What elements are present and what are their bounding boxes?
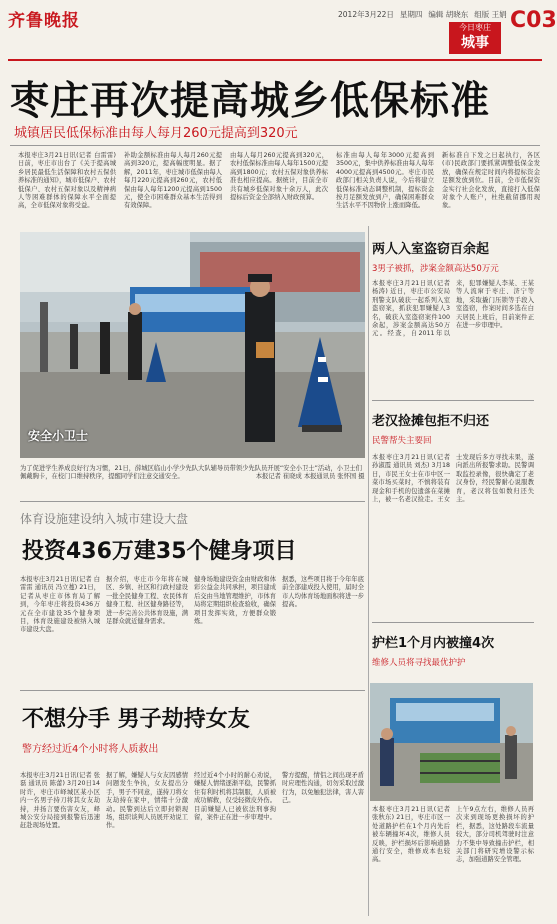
lead-column-5: 新标准自下发之日起执行，各区(市)民政部门要抓紧调整低保金发放，确保在规定时间内将提标资金足额发放到位。目前，全市低保资金实行社会化发放，直接打入低保对象个人账户，杜绝截留挪用现象。	[442, 152, 540, 210]
uncle-rule	[372, 400, 534, 401]
editor-credit: 编辑 胡晓东	[428, 10, 469, 19]
fitness-headline: 投资436万建35个健身项目	[22, 539, 297, 564]
uncle-text: 本报枣庄3月21日讯(记者 孙淑霞 通讯员 刘杰) 3月18日，市民王女士在市中区一菜市场买菜时，不慎将装有现金和手机的包遗落在菜摊上，被一名老汉捡走。王女士发现后多方寻找未果，遂向派出所报警求助。民警调取监控录像，很快确定了老汉身份，经民警耐心说服教育，老汉将包如数归还失主。	[372, 454, 534, 504]
robbery-column-4: 警方提醒，情侣之间出现矛盾时应理性沟通，切勿采取过激行为，以免触犯法律，害人害己。	[282, 772, 364, 805]
robbery-subhead: 警方经过近4个小时将人质救出	[22, 744, 159, 755]
lead-column-1: 本报枣庄3月21日讯(记者 白雷雷) 日前，枣庄市出台了《关于提高城乡居民最低生活保障和农村五保供养标准的通知》，城市低保户、农村低保户、农村五保对象以及精神病人等困难群体的保障水平全面提高，全市低保对象将受益。	[18, 152, 116, 210]
robbery-column-3: 经过近4个小时的耐心劝说，嫌疑人情绪逐渐平稳，民警抓住有利时机将其制服，人质被成功解救，仅受轻微皮外伤。目前嫌疑人已被依法刑事拘留，案件正在进一步审理中。	[194, 772, 276, 822]
lead-subhead: 城镇居民低保标准由每人每月260元提高到320元	[14, 126, 298, 141]
fitness-rule	[20, 501, 365, 502]
section-label: 城事	[461, 35, 489, 51]
lead-column-2: 补助金额标准由每人每月260元提高到320元，提高幅度明显。据了解，2011年，枣庄城市低保由每人每月220元提高到260元，农村低保由每人每年1200元提高到1500元，使全市困难群众基本生活得到有效保障。	[124, 152, 222, 210]
rail-photo	[370, 683, 533, 801]
robbery-column-1: 本报枣庄3月21日讯(记者 张磊 通讯员 陈蕾) 3月20日14时许，枣庄市峄城区某小区内一名男子持刀将其女友劫持，并扬言要伤害女友，峄城公安分局接到报警后迅速赶赴现场处置。	[20, 772, 100, 830]
issue-date: 2012年3月22日	[338, 10, 394, 19]
news-photo	[20, 232, 365, 458]
rail-text-left: 本报枣庄3月21日讯(记者 张秋东) 21日，枣庄市区一处道路护栏在1个月内先后被车辆撞坏4次，维修人员反映，护栏损坏后影响道路通行安全，维修成本也较高。	[372, 806, 450, 864]
masthead: 齐鲁晚报	[8, 11, 80, 31]
header-rule	[8, 59, 542, 61]
photo-label: 安全小卫士	[28, 429, 89, 443]
issue-weekday: 星期四	[399, 10, 423, 19]
robbery-headline: 不想分手 男子劫持女友	[22, 707, 250, 732]
section-top-label: 今日枣庄	[459, 23, 491, 32]
caption-text: 为了促进学生养成良好行为习惯，21日，薛城区临山小学少先队大队辅导员带领少先队员开展“安全小卫士”活动，小卫士们佩戴胸卡，在校门口维持秩序，提醒同学们注意交通安全。	[20, 465, 362, 481]
rail-photo-illustration	[370, 683, 533, 801]
theft-subhead: 3男子被抓，涉案金额高达50万元	[372, 264, 499, 274]
photo-caption	[20, 465, 365, 482]
fitness-column-2: 据介绍，枣庄市今年将在城区、乡镇、社区和行政村建设一批全民健身工程、农民体育健身工程、社区健身路径等，进一步完善公共体育设施，满足群众就近健身需求。	[106, 576, 188, 626]
rail-text-right: 上午9点左右，维修人员再次来到现场更换损坏的护栏，据悉，这处路段车流量较大，部分司机驾驶时注意力不集中导致撞击护栏，相关部门将研究增设警示标志，加强道路安全管理。	[456, 806, 534, 864]
lead-rule	[10, 145, 540, 146]
column-divider	[368, 226, 369, 916]
robbery-column-2: 据了解，嫌疑人与女友因感情问题发生争执，女友提出分手，男子不同意，遂持刀将女友劫持在家中，情绪十分激动。民警到达后立即封锁现场，组织谈判人员展开劝说工作。	[106, 772, 188, 830]
rail-headline: 护栏1个月内被撞4次	[372, 636, 495, 651]
designer-credit: 组版 王娟	[474, 10, 507, 19]
fitness-column-4: 据悉，这些项目将于今年年底前全部建成投入使用，届时全市人均体育场地面积将进一步提高。	[282, 576, 364, 609]
section-tag	[449, 22, 501, 54]
rail-rule	[372, 622, 534, 623]
photo-credit: 本报记者 崔晓成 本报通讯员 张怀国 摄	[255, 473, 365, 481]
uncle-subhead: 民警帮失主要回	[372, 436, 432, 446]
theft-text: 本报枣庄3月21日讯(记者 杨涛) 近日，枣庄市公安局刑警支队破获一起系列入室盗窃案，抓获犯罪嫌疑人3名，破获入室盗窃案件100余起，涉案金额高达50万元。经查，自2011年以来，犯罪嫌疑人李某、王某等人流窜于枣庄、济宁等地，采取撬门压锁等手段入室盗窃，作案时间多选在白天居民上班后，目前案件正在进一步审理中。	[372, 280, 534, 338]
theft-headline: 两人入室盗窃百余起	[372, 242, 490, 257]
robbery-rule	[20, 690, 365, 691]
photo-illustration	[20, 232, 365, 458]
fitness-column-1: 本报枣庄3月21日讯(记者 白雷雷 通讯员 冯立蔓) 21日，记者从枣庄市体育局了解到，今年枣庄将投资436万元在全市建设35个健身项目，体育设施建设被纳入城市建设大盘。	[20, 576, 100, 634]
rail-subhead: 维修人员将寻找最优护护	[372, 658, 466, 668]
fitness-kicker: 体育设施建设纳入城市建设大盘	[20, 512, 189, 526]
lead-column-4: 标准由每人每年3000元提高到3500元，集中供养标准由每人每年4000元提高到4500元。枣庄市民政部门相关负责人说，今后将建立低保标准动态调整机制，提标资金按月足额发放到户，确保困难群众生活水平不因物价上涨而降低。	[336, 152, 434, 210]
uncle-headline: 老汉捡摊包拒不归还	[372, 414, 490, 429]
lead-column-3: 由每人每月260元提高到320元，农村低保标准由每人每年1500元提高到1800元；农村五保对象供养标准也相应提高。据统计，目前全市共有城乡低保对象十余万人，此次提标后资金全部纳入财政预算。	[230, 152, 328, 202]
page-number: C03	[510, 8, 557, 33]
fitness-column-3: 健身场地建设资金由财政和体彩公益金共同承担，项目建成后交由当地管理维护，市体育局将定期组织检查验收，确保项目发挥实效，方便群众锻炼。	[194, 576, 276, 626]
lead-headline: 枣庄再次提高城乡低保标准	[10, 79, 491, 124]
header-meta	[338, 9, 513, 20]
